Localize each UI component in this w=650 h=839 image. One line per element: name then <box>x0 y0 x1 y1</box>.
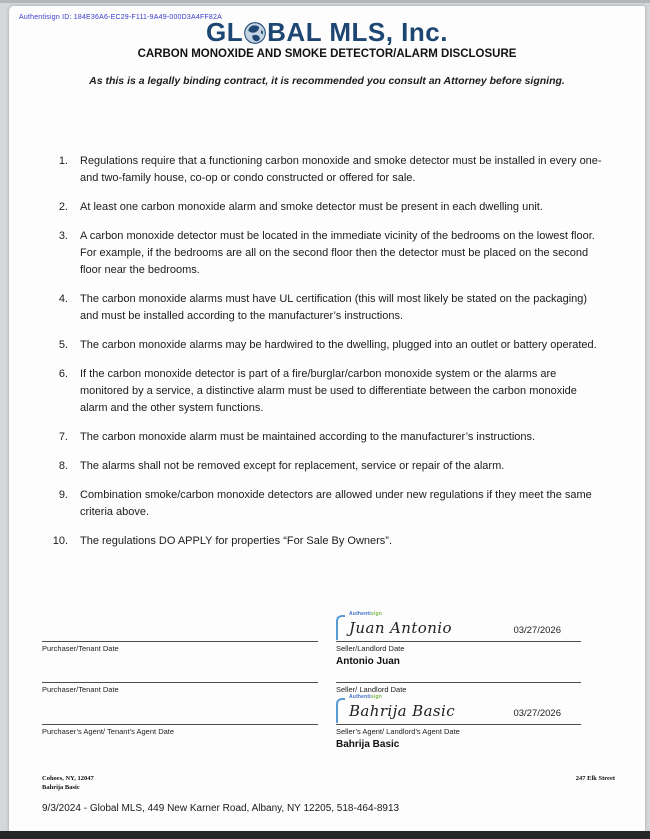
signature-line <box>336 682 581 683</box>
item-text: The carbon monoxide alarms must have UL certification (this will most likely be stated on the packaging) and must be installed according to the manufacturer’s instructions. <box>80 293 588 322</box>
logo-text-pre: GL <box>206 16 244 47</box>
item-number: 2. <box>58 201 68 213</box>
footer-address-line: 9/3/2024 - Global MLS, 449 New Karner Road, Albany, NY 12205, 518-464-8913 <box>42 803 400 814</box>
document-title: CARBON MONOXIDE AND SMOKE DETECTOR/ALARM DISCLOSURE <box>137 48 517 60</box>
item-number: 3. <box>58 230 68 242</box>
signature-line <box>336 724 581 725</box>
regulation-list <box>44 153 605 550</box>
signature-label: Purchaser/Tenant Date <box>42 685 119 694</box>
footer-city: Cohoes, NY, 12047 <box>42 775 94 782</box>
signature-label: Purchaser/Tenant Date <box>42 644 119 653</box>
signature-label: Seller/ Landlord Date <box>336 685 407 694</box>
item-text: The carbon monoxide alarms may be hardwired to the dwelling, plugged into an outlet or battery operated. <box>80 339 597 351</box>
signature-line <box>42 724 318 725</box>
item-text: If the carbon monoxide detector is part of a fire/burglar/carbon monoxide system or the alarms are monitored by a service, a distinctive alarm must be used to differentiate between the carbon monoxide alarm and the other system functions. <box>80 368 577 414</box>
document-page <box>9 6 645 831</box>
item-number: 4. <box>58 293 68 305</box>
item-text: A carbon monoxide detector must be located in the immediate vicinity of the bedrooms on the lowest floor. For example, if the bedrooms are all on the second floor then the detector must be placed on the second floor near the bedrooms. <box>80 230 595 276</box>
seller-signature-block-1 <box>336 600 581 667</box>
item-number: 9. <box>58 489 68 501</box>
signature-line <box>42 641 318 642</box>
list-item <box>44 458 605 475</box>
legal-disclaimer: As this is a legally binding contract, it is recommended you consult an Attorney before signing. <box>89 75 565 87</box>
signature-label: Seller’s Agent/ Landlord’s Agent Date <box>336 727 460 736</box>
item-number: 6. <box>58 368 68 380</box>
authentisign-stamp <box>336 695 455 724</box>
list-item <box>44 291 605 325</box>
signature-date: 03/27/2026 <box>513 625 561 636</box>
footer-agent-name: Bahrija Basic <box>42 784 80 791</box>
signature-label: Seller/Landlord Date <box>336 644 405 653</box>
item-text: Combination smoke/carbon monoxide detectors are allowed under new regulations if they meet the same criteria above. <box>80 489 592 518</box>
signature-date: 03/27/2026 <box>513 708 561 719</box>
authentisign-id: Authentisign ID: 184E36A6-EC29-F111-9A49-000D3A4FF82A <box>19 14 222 21</box>
item-text: The alarms shall not be removed except for replacement, service or repair of the alarm. <box>80 460 505 472</box>
item-text: The carbon monoxide alarm must be maintained according to the manufacturer’s instructions. <box>80 431 536 443</box>
list-item <box>44 366 605 417</box>
authentisign-bracket-icon <box>336 698 345 723</box>
footer-listing-info <box>42 774 94 792</box>
item-number: 10. <box>52 535 68 547</box>
authentisign-stamp <box>336 610 452 641</box>
signature-cursive: Bahrija Basic <box>349 702 456 720</box>
signer-printed-name: Bahrija Basic <box>336 739 400 750</box>
signature-label: Purchaser’s Agent/ Tenant’s Agent Date <box>42 727 175 736</box>
scan-top-edge <box>0 0 650 3</box>
list-item <box>44 533 605 550</box>
globe-icon <box>244 22 266 44</box>
list-item <box>44 337 605 354</box>
signature-line <box>336 641 581 642</box>
list-item <box>44 487 605 521</box>
footer-street: 247 Elk Street <box>575 775 615 782</box>
signature-cursive: Juan Antonio <box>349 619 452 637</box>
global-mls-logo <box>9 18 645 46</box>
authentisign-stamp-label: Authentisign <box>349 611 382 617</box>
item-number: 5. <box>58 339 68 351</box>
list-item <box>44 199 605 216</box>
seller-signature-block-2 <box>336 682 581 694</box>
list-item <box>44 429 605 446</box>
logo-text-post: BAL MLS, Inc. <box>267 16 448 47</box>
item-text: At least one carbon monoxide alarm and smoke detector must be present in each dwelling unit. <box>80 201 543 213</box>
item-text: The regulations DO APPLY for properties “For Sale By Owners”. <box>80 535 393 547</box>
seller-agent-signature-block <box>336 694 581 750</box>
purchaser-agent-signature-block <box>42 724 318 736</box>
item-text: Regulations require that a functioning carbon monoxide and smoke detector must be installed in every one- and two-family house, co-op or condo constructed or offered for sale. <box>80 155 602 184</box>
purchaser-signature-block-2 <box>42 682 318 694</box>
authentisign-stamp-label: Authentisign <box>349 694 382 700</box>
item-number: 1. <box>58 155 68 167</box>
purchaser-signature-block-1 <box>42 641 318 653</box>
authentisign-bracket-icon <box>336 615 345 640</box>
item-number: 8. <box>58 460 68 472</box>
signature-line <box>42 682 318 683</box>
signer-printed-name: Antonio Juan <box>336 656 400 667</box>
item-number: 7. <box>58 431 68 443</box>
list-item <box>44 228 605 279</box>
list-item <box>44 153 605 187</box>
scan-bottom-bar <box>0 831 650 839</box>
